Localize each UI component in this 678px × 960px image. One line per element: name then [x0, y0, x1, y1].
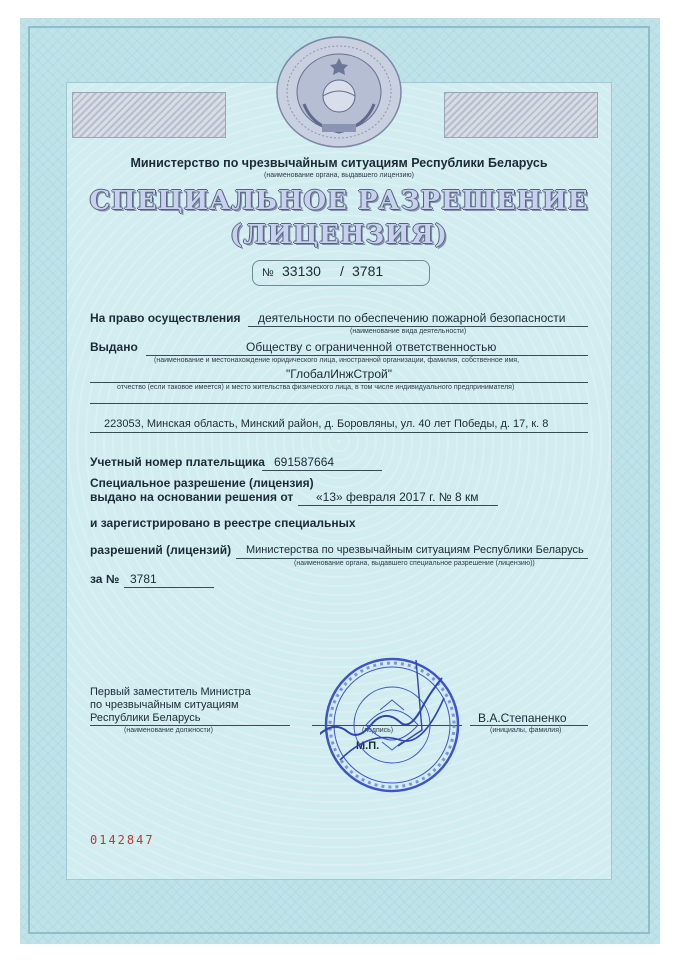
issued-caption: (наименование и местонахождение юридического лица, иностранной организации, фамилия, собственное имя, — [154, 357, 520, 364]
activity-caption: (наименование вида деятельности) — [350, 328, 467, 335]
position-line-2: по чрезвычайным ситуациям — [90, 699, 239, 711]
serial-number: 0142847 — [90, 833, 155, 847]
issued-value: Обществу с ограниченной ответственностью — [246, 340, 497, 354]
ministry-caption: (наименование органа, выдавшего лицензию) — [264, 172, 414, 179]
position-line-1: Первый заместитель Министра — [90, 686, 251, 698]
company-caption: отчество (если таковое имеется) и место жительства физического лица, в том числе индивидуального предпринимателя) — [117, 384, 515, 391]
address-value: 223053, Минская область, Минский район, д. Боровляны, ул. 40 лет Победы, д. 17, к. 8 — [104, 418, 549, 430]
left-ornament-panel — [72, 92, 226, 138]
registry-line — [236, 558, 588, 559]
ministry-name: Министерство по чрезвычайным ситуациям Республики Беларусь — [130, 156, 548, 170]
registry-label-1: и зарегистрировано в реестре специальных — [90, 516, 356, 530]
activity-label: На право осуществления — [90, 311, 241, 325]
document-title: СПЕЦИАЛЬНОЕ РАЗРЕШЕНИЕ — [89, 186, 589, 216]
position-line — [90, 725, 290, 726]
decision-label-2: выдано на основании решения от — [90, 490, 294, 504]
coat-of-arms-emblem — [274, 34, 404, 150]
address-line — [90, 432, 588, 433]
company-line — [90, 382, 588, 383]
taxpayer-value: 691587664 — [274, 455, 335, 469]
license-number-suffix: 3781 — [352, 263, 384, 279]
activity-value: деятельности по обеспечению пожарной безопасности — [258, 311, 566, 325]
right-ornament-panel — [444, 92, 598, 138]
decision-label-1: Специальное разрешение (лицензия) — [90, 476, 314, 490]
taxpayer-line — [262, 470, 382, 471]
reg-number-label: за № — [90, 572, 120, 586]
signer-line — [470, 725, 588, 726]
license-number: 33130 — [282, 263, 321, 279]
registry-value: Министерства по чрезвычайным ситуациям Республики Беларусь — [246, 544, 584, 556]
signer-caption: (инициалы, фамилия) — [490, 727, 562, 734]
stamp-label: М.П. — [356, 740, 380, 752]
registry-label-2: разрешений (лицензий) — [90, 543, 232, 557]
reg-number-value: 3781 — [130, 572, 157, 586]
position-line-3: Республики Беларусь — [90, 712, 201, 724]
issued-label: Выдано — [90, 340, 138, 354]
position-caption: (наименование должности) — [124, 727, 213, 734]
number-separator: / — [340, 263, 344, 279]
registry-caption: (наименование органа, выдавшего специальное разрешение (лицензию)) — [294, 560, 535, 567]
document-subtitle: (ЛИЦЕНЗИЯ) — [230, 220, 448, 250]
blank-line — [90, 403, 588, 404]
number-prefix: № — [262, 267, 274, 279]
decision-line — [298, 505, 498, 506]
activity-line — [248, 326, 588, 327]
signer-name: В.А.Степаненко — [478, 711, 567, 725]
issued-line — [146, 355, 588, 356]
signature-caption: (подпись) — [362, 727, 394, 734]
company-name: "ГлобалИнжСтрой" — [286, 367, 392, 381]
decision-value: «13» февраля 2017 г. № 8 км — [316, 490, 479, 504]
official-seal — [320, 650, 464, 800]
taxpayer-label: Учетный номер плательщика — [90, 455, 265, 469]
reg-number-line — [124, 587, 214, 588]
